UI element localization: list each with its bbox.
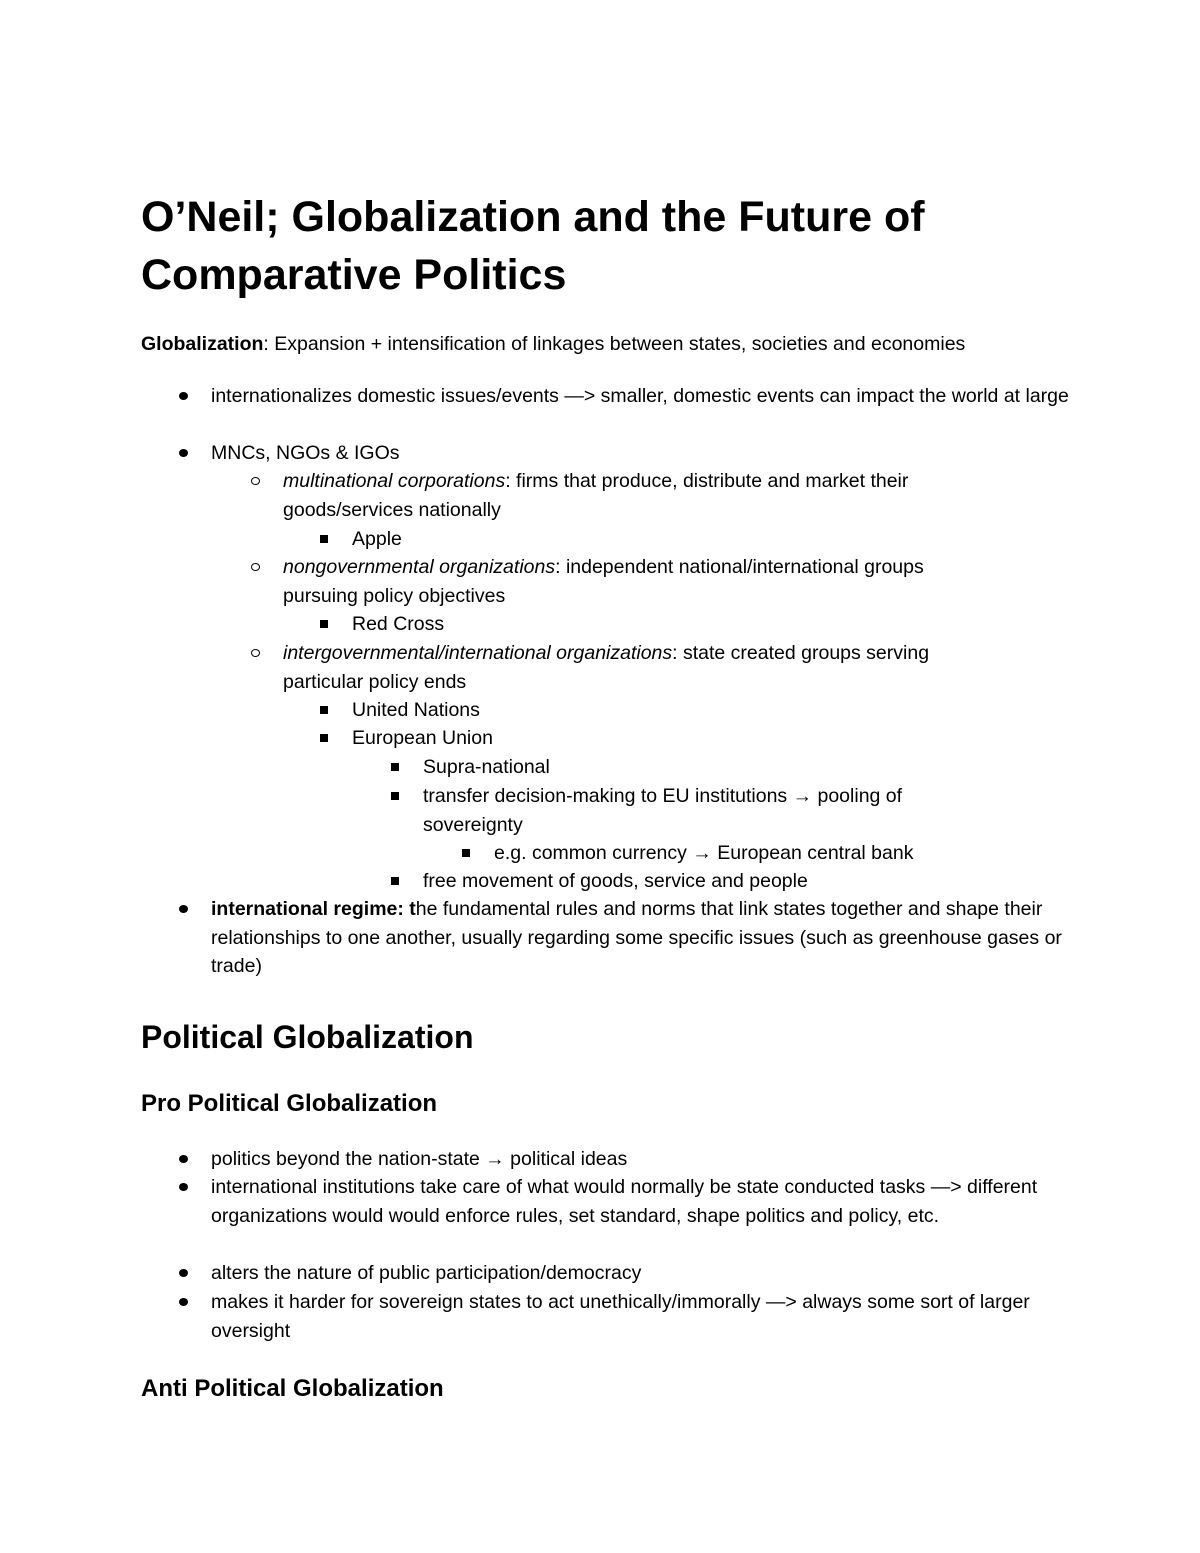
list-item: international institutions take care of what would normally be state conducted tasks —> different organizations would would enforce rules, set standard, shape politics and policy, etc. <box>211 1173 1061 1230</box>
square-bullet-icon <box>462 849 470 857</box>
anti-heading: Anti Political Globalization <box>141 1375 444 1402</box>
section-heading: Political Globalization <box>141 1019 474 1055</box>
list-item: nongovernmental organizations: independent national/international groups pursuing policy objectives <box>283 553 1003 610</box>
square-bullet-icon <box>320 734 328 742</box>
disc-bullet-icon <box>179 449 188 457</box>
square-bullet-icon <box>320 706 328 714</box>
square-bullet-icon <box>391 792 399 800</box>
disc-bullet-icon <box>179 1269 188 1277</box>
list-item: multinational corporations: firms that produce, distribute and market their goods/services nationally <box>283 467 1003 524</box>
square-bullet-icon <box>320 535 328 543</box>
intro-paragraph <box>141 330 1101 359</box>
list-item: intergovernmental/international organizations: state created groups serving particular policy ends <box>283 639 1013 696</box>
square-bullet-icon <box>391 763 399 771</box>
pro-heading: Pro Political Globalization <box>141 1090 438 1117</box>
list-item: international regime: the fundamental rules and norms that link states together and shape their relationships to one another, usually regarding some specific issues (such as greenhouse gases or trade) <box>211 895 1073 981</box>
list-item: politics beyond the nation-state → political ideas <box>211 1145 1071 1174</box>
list-item: alters the nature of public participation/democracy <box>211 1259 1071 1288</box>
disc-bullet-icon <box>179 392 188 400</box>
list-item: transfer decision-making to EU institutions → pooling of sovereignty <box>423 782 983 839</box>
circle-bullet-icon <box>251 477 260 485</box>
list-item: Supra-national <box>423 753 1023 782</box>
intro-term: Globalization <box>141 333 264 355</box>
list-item: MNCs, NGOs & IGOs <box>211 439 1071 468</box>
disc-bullet-icon <box>179 1183 188 1191</box>
list-item: internationalizes domestic issues/events —> smaller, domestic events can impact the world at large <box>211 382 1071 411</box>
list-item: European Union <box>352 724 1052 753</box>
circle-bullet-icon <box>251 563 260 571</box>
page-title: O’Neil; Globalization and the Future of Comparative Politics <box>141 193 925 299</box>
list-item: United Nations <box>352 696 1052 725</box>
disc-bullet-icon <box>179 1298 188 1306</box>
list-item: e.g. common currency → European central bank <box>494 839 1054 868</box>
list-item: Red Cross <box>352 610 1052 639</box>
disc-bullet-icon <box>179 1155 188 1163</box>
square-bullet-icon <box>391 877 399 885</box>
circle-bullet-icon <box>251 649 260 657</box>
square-bullet-icon <box>320 620 328 628</box>
list-item: free movement of goods, service and people <box>423 867 1043 896</box>
intro-definition: : Expansion + intensification of linkages between states, societies and economies <box>263 333 966 355</box>
disc-bullet-icon <box>179 905 188 913</box>
list-item: Apple <box>352 525 1052 554</box>
list-item: makes it harder for sovereign states to act unethically/immorally —> always some sort of larger oversight <box>211 1288 1073 1345</box>
